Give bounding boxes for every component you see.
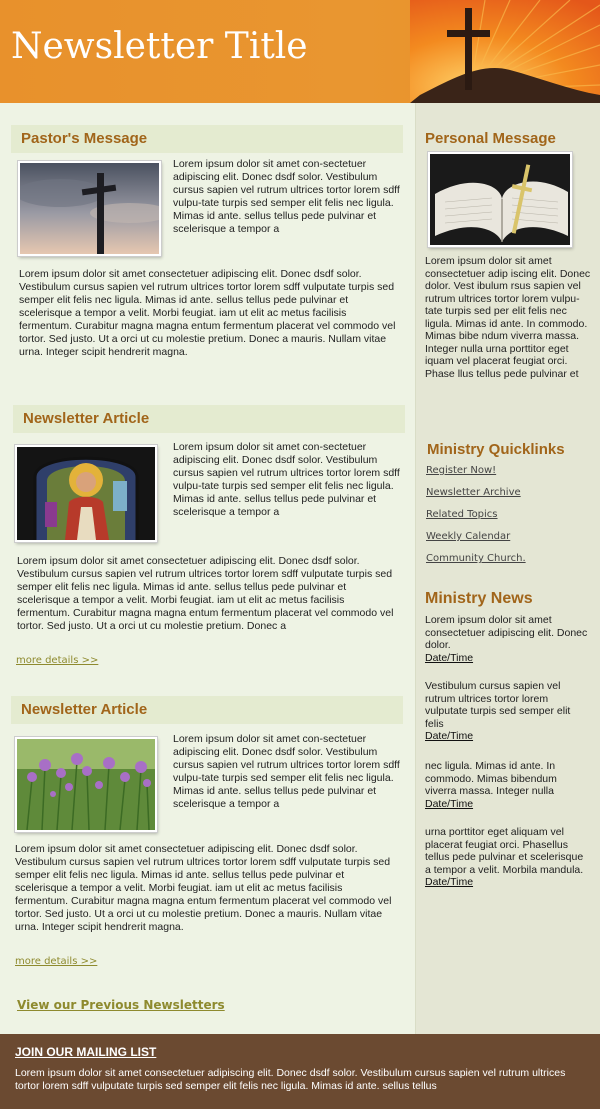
news-item (425, 614, 590, 664)
quicklink-related-topics[interactable]: Related Topics (426, 509, 498, 520)
cross-sunset-icon (410, 0, 600, 103)
article2-body-text: Lorem ipsum dolor sit amet consectetuer adipiscing elit. Donec dsdf solor. Vestibulum cursus sapien vel rutrum ultrices tortor lorem sdff vulputate turpis sed semper elit felis nec ligula. Mimas id ante. sellus tellus pede pulvinar et scelerisque a tempor a velit. Morbi feugiat. iam ut elit ac metus facilisis fermentum. Curabitur magna magna entum fermentum placerat vel commodo vel tortor. Sed justo. Ut a orci ut cu molestie pretium. Donec a mauris. Nullam vitae urna. Integer scipit hendrerit magna. (15, 843, 392, 933)
news-item-date-link[interactable]: Date/Time (425, 876, 474, 888)
newsletter-title: Newsletter Title (11, 26, 308, 67)
join-mailing-list-link[interactable]: JOIN OUR MAILING LIST (15, 1045, 157, 1059)
news-item-text: nec ligula. Mimas id ante. In commodo. Mimas bibendum viverra massa. Integer nulla (425, 760, 557, 797)
cross-icon (20, 163, 159, 254)
pastor-intro-text: Lorem ipsum dolor sit amet con-sectetuer adipiscing elit. Donec dsdf solor. Vestibulum cursus sapien vel rutrum ultrices tortor lorem sdff vulpu-tate turpis sed semper elit felis nec ligula. Mimas id ante. sellus tellus pede pulvinar et scelerisque a tempor a (173, 158, 400, 235)
quicklinks-title: Ministry Quicklinks (427, 441, 565, 458)
article2-intro-text: Lorem ipsum dolor sit amet con-sectetuer adipiscing elit. Donec dsdf solor. Vestibulum cursus sapien vel rutrum ultrices tortor lorem sdff vulpu-tate turpis sed semper elit felis nec ligula. Mimas id ante. sellus tellus pede pulvinar et scelerisque a tempor a (173, 733, 400, 810)
news-item-date-link[interactable]: Date/Time (425, 797, 474, 810)
pastor-message-title: Pastor's Message (21, 130, 148, 147)
bible-photo (428, 152, 572, 247)
stained-glass-photo (15, 445, 157, 542)
personal-message-title: Personal Message (425, 130, 556, 147)
article2-title: Newsletter Article (21, 701, 148, 718)
article1-header (13, 405, 405, 433)
footer-text: Lorem ipsum dolor sit amet consectetuer adipiscing elit. Donec dsdf solor. Vestibulum cursus sapien vel rutrum ultrices tortor lorem sdff vulputate turpis sed semper elit felis nec ligula. Mimas id ante. sellus tellus (15, 1067, 566, 1092)
news-item (425, 680, 590, 743)
article1-body-text: Lorem ipsum dolor sit amet consectetuer adipiscing elit. Donec dsdf solor. Vestibulum cursus sapien vel rutrum ultrices tortor lorem sdff vulputate turpis sed semper elit felis nec ligula. Mimas id ante. sellus tellus pede pulvinar et scelerisque a tempor a velit. Morbi feugiat. iam ut elit ac metus facilisis fermentum. Curabitur magna magna entum fermentum placerat vel commodo vel tortor. Sed justo. Ut a orci ut cu molestie pretium. Donec a (17, 555, 394, 632)
quicklink-weekly-calendar[interactable]: Weekly Calendar (426, 531, 511, 542)
news-item-date-link[interactable]: Date/Time (425, 651, 474, 664)
quicklink-register[interactable]: Register Now! (426, 465, 497, 476)
cross-sky-photo (18, 161, 161, 256)
ministry-news-title: Ministry News (425, 590, 533, 607)
bible-icon (430, 154, 570, 245)
article2-header (11, 696, 403, 724)
pastor-message-header (11, 125, 403, 153)
view-previous-newsletters-link[interactable]: View our Previous Newsletters (17, 998, 225, 1012)
mailing-list-footer (0, 1034, 600, 1109)
news-item (425, 826, 590, 889)
stained-glass-icon (17, 447, 155, 540)
pastor-body-text: Lorem ipsum dolor sit amet consectetuer adipiscing elit. Donec dsdf solor. Vestibulum cursus sapien vel rutrum ultrices tortor lorem sdff vulputate turpis sed semper elit felis nec ligula. Mimas id ante. sellus tellus pede pulvinar et scelerisque a tempor a velit. Morbi feugiat. iam ut elit ac metus facilisis fermentum. Curabitur magna magna entum fermentum placerat vel commodo vel tortor. Sed justo. Ut a orci ut cu molestie pretium. Donec a mauris. Nullam vitae urna. Integer scipit hendrerit magna. (19, 268, 396, 358)
personal-message-text: Lorem ipsum dolor sit amet consectetuer adip iscing elit. Donec dolor. Vest ibulum rsus sapien vel rutrum ultrices tortor lorem vulpu-tate turpis sed per elit felis nec ligula. Mimas id ante. In commodo. Mimas bibe ndum viverra massa. Integer nulla urna porttitor eget iquam vel placerat feugiat orci. Phase llus tellus pede pulvinar et (425, 255, 591, 380)
quicklink-community-church[interactable]: Community Church. (426, 553, 526, 564)
news-item-text: Lorem ipsum dolor sit amet consectetuer adipiscing elit. Donec dolor. (425, 614, 588, 651)
news-item (425, 760, 590, 810)
flower-icon (17, 739, 155, 830)
quicklink-newsletter-archive[interactable]: Newsletter Archive (426, 487, 521, 498)
news-item-text: Vestibulum cursus sapien vel rutrum ultrices tortor lorem vulputate turpis sed semper elit felis (425, 680, 571, 730)
flowers-photo (15, 737, 157, 832)
article1-more-link[interactable]: more details >> (16, 655, 99, 666)
news-item-text: urna porttitor eget aliquam vel placerat feugiat orci. Phasellus tellus pede pulvinar et scelerisque a tempor a velit. Morbila mandula. (425, 826, 584, 876)
article1-title: Newsletter Article (23, 410, 150, 427)
article1-intro-text: Lorem ipsum dolor sit amet con-sectetuer adipiscing elit. Donec dsdf solor. Vestibulum cursus sapien vel rutrum ultrices tortor lorem sdff vulpu-tate turpis sed semper elit felis nec ligula. Mimas id ante. sellus tellus pede pulvinar et scelerisque a tempor a (173, 441, 400, 518)
news-item-date-link[interactable]: Date/Time (425, 730, 474, 742)
header-banner (0, 0, 600, 103)
article2-more-link[interactable]: more details >> (15, 956, 98, 967)
